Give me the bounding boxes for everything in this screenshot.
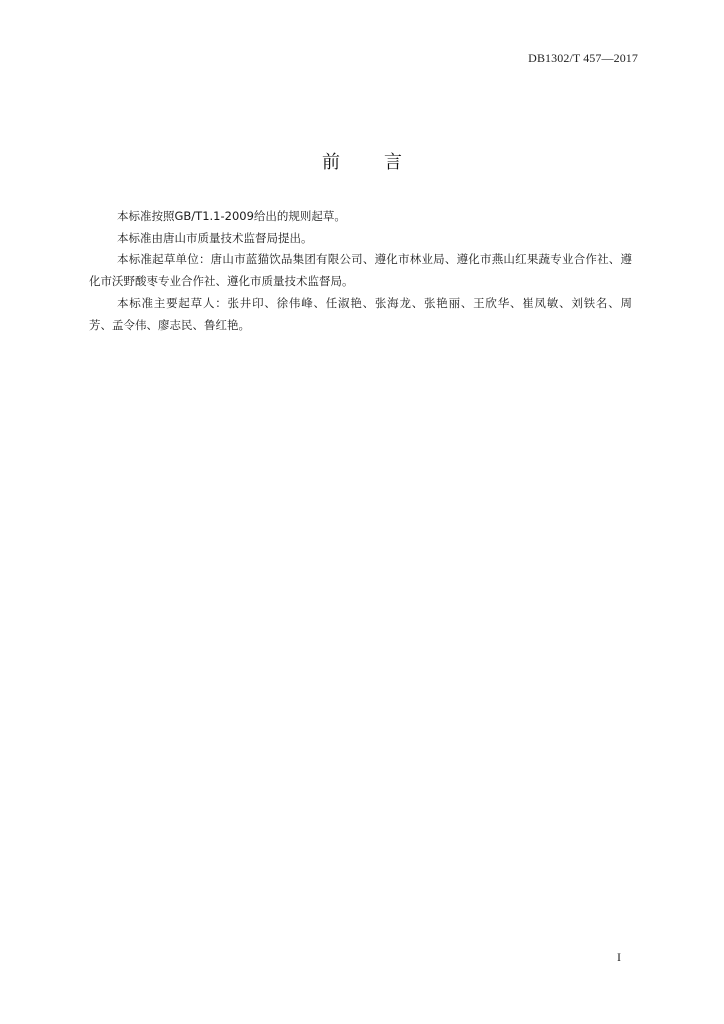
title-char-1: 前 (322, 152, 340, 173)
standard-number: DB1302/T 457—2017 (528, 51, 638, 65)
paragraph-main-drafters: 本标准主要起草人：张井印、徐伟峰、任淑艳、张海龙、张艳丽、王欣华、崔凤敏、刘铁名、周 芳、孟令伟、廖志民、鲁红艳。 (89, 296, 644, 332)
paragraph-proposer: 本标准由唐山市质量技术监督局提出。 (117, 231, 313, 245)
title-char-2: 言 (384, 152, 402, 173)
page-number: I (617, 950, 621, 964)
page-title (0, 148, 724, 174)
paragraph-drafting-units: 本标准起草单位：唐山市蓝猫饮品集团有限公司、遵化市林业局、遵化市燕山红果蔬专业合作社、遵化市沃野酸枣专业合作社、遵化市质量技术监督局。 (89, 252, 632, 288)
paragraph-drafting-rules: 本标准按照GB/T1.1-2009给出的规则起草。 (117, 209, 346, 223)
